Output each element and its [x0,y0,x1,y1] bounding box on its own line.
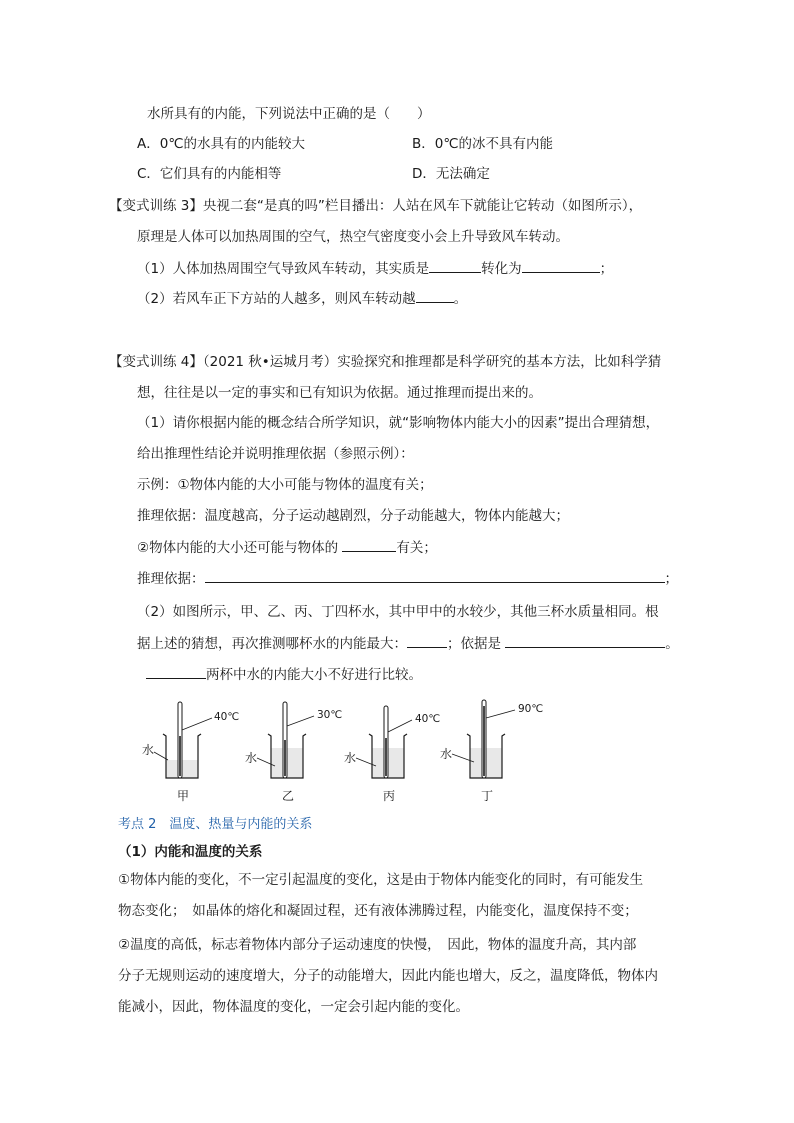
section-subheading: （1）内能和温度的关系 [118,844,263,860]
q4-basis-example: 推理依据：温度越高，分子运动越剧烈，分子动能越大，物体内能越大； [137,508,569,524]
q4-part2-line1: （2）如图所示，甲、乙、丙、丁四杯水，其中甲中的水较少，其他三杯水质量相同。根 [137,604,659,620]
para1-line1: ①物体内能的变化，不一定引起温度的变化，这是由于物体内能变化的同时，有可能发生 [118,872,644,888]
beaker-yi [245,702,342,803]
option-c: C．它们具有的内能相等 [137,166,282,182]
q4-label: 【变式训练 4】 [109,354,203,370]
q4-example: 示例：①物体内能的大小可能与物体的温度有关； [137,477,433,493]
water-label-jia: 水 [142,743,155,757]
question-stem: 水所具有的内能，下列说法中正确的是（ ） [147,106,431,122]
beaker-ding [440,700,543,803]
answer-blank[interactable] [416,288,454,303]
water-label-yi: 水 [245,751,258,765]
answer-blank[interactable] [205,568,665,583]
q3-line2: 原理是人体可以加热周围的空气，热空气密度变小会上升导致风车转动。 [137,229,569,245]
answer-blank[interactable] [522,258,600,273]
para2-line1: ②温度的高低，标志着物体内部分子运动速度的快慢， 因此，物体的温度升高，其内部 [118,937,637,953]
q4-part2-text: 据上述的猜想，再次推测哪杯水的内能最大： [137,636,407,652]
q4-line1 [109,352,661,372]
q3-part1-text: （1）人体加热周围空气导致风车转动，其实质是 [137,261,430,277]
para2-line2: 分子无规则运动的速度增大，分子的动能增大，因此内能也增大，反之，温度降低，物体内 [118,968,658,984]
q4-text1: （2021 秋•运城月考）实验探究和推理都是科学研究的基本方法，比如科学猜 [202,354,662,370]
answer-blank[interactable] [146,664,206,679]
q3-part2-text: （2）若风车正下方站的人越多，则风车转动越 [137,291,416,307]
q4-part2-end: 。 [665,636,679,652]
q3-part1-end: ； [599,261,614,277]
q3-part2-end: 。 [453,291,468,307]
answer-blank[interactable] [407,633,447,648]
temp-label-bing: 40℃ [415,713,441,725]
section-heading: 考点 2 温度、热量与内能的关系 [118,817,313,832]
q4-part2-line3-text: 两杯中水的内能大小不好进行比较。 [206,667,422,683]
q3-part1 [137,258,613,279]
q4-basis [137,568,678,589]
temp-label-jia: 40℃ [214,711,240,723]
answer-blank[interactable] [429,258,481,273]
option-a: A．0℃的水具有的内能较大 [137,136,305,152]
q4-line2: 想，往往是以一定的事实和已有知识为依据。通过推理而提出来的。 [137,385,542,401]
q4-part2-mid: ；依据是 [447,636,506,652]
option-b: B．0℃的冰不具有内能 [412,136,554,152]
q4-basis-end: ； [664,571,678,587]
q3-line1 [109,196,642,216]
temp-label-yi: 30℃ [317,709,343,721]
q4-guess2-end: 有关； [396,540,437,556]
temp-label-ding: 90℃ [518,703,544,715]
option-d: D．无法确定 [412,166,490,182]
beaker-bing [344,706,440,803]
q4-basis-label: 推理依据： [137,571,205,587]
q4-guess2-text: ②物体内能的大小还可能与物体的 [137,540,343,556]
q4-part2-line2 [137,633,679,654]
beaker-name-ding: 丁 [481,789,494,803]
beaker-figure [130,696,560,808]
q4-part1-line1: （1）请你根据内能的概念结合所学知识，就“影响物体内能大小的因素”提出合理猜想， [137,415,660,431]
answer-blank[interactable] [505,633,665,648]
q3-part1-mid: 转化为 [481,261,522,277]
q4-part1-line2: 给出推理性结论并说明推理依据（参照示例）： [137,446,414,462]
beaker-jia [142,702,239,803]
q3-text1: 央视二套“是真的吗”栏目播出：人站在风车下就能让它转动（如图所示）， [202,198,643,214]
beaker-name-yi: 乙 [282,789,295,803]
q3-label: 【变式训练 3】 [109,198,203,214]
q4-part2-line3 [146,664,422,685]
para1-line2: 物态变化； 如晶体的熔化和凝固过程，还有液体沸腾过程，内能变化，温度保持不变； [118,903,638,919]
beaker-name-jia: 甲 [177,789,190,803]
water-label-bing: 水 [344,751,357,765]
q4-guess2 [137,537,437,558]
water-label-ding: 水 [440,747,453,761]
beaker-name-bing: 丙 [383,789,396,803]
para2-line3: 能减小，因此，物体温度的变化，一定会引起内能的变化。 [118,999,469,1015]
answer-blank[interactable] [342,537,396,552]
q3-part2 [137,288,467,309]
